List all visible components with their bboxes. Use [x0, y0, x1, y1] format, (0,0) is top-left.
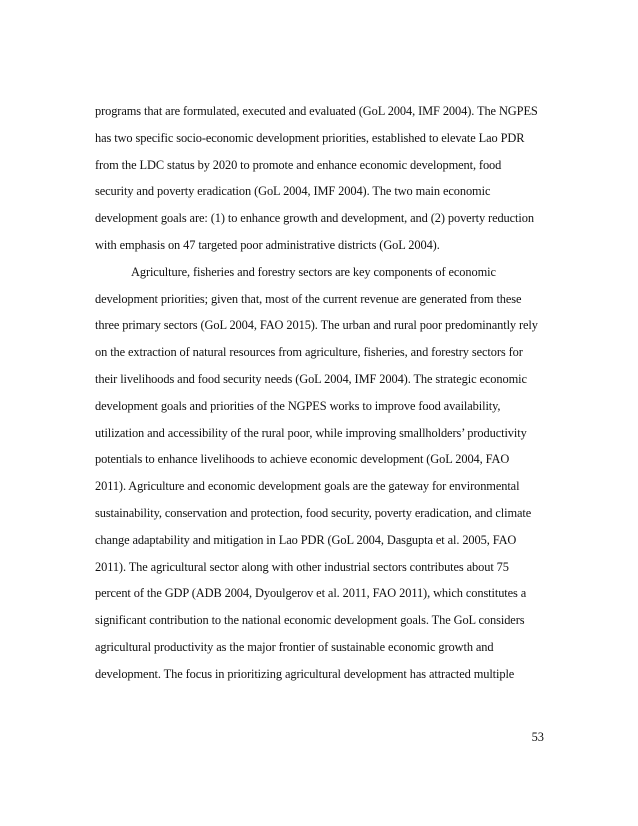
text-line: development goals and priorities of the NGPES works to improve food availability, — [95, 398, 501, 413]
text-line: on the extraction of natural resources from agriculture, fisheries, and forestry sectors for — [95, 345, 523, 360]
text-line: utilization and accessibility of the rural poor, while improving smallholders’ productivity — [95, 425, 527, 440]
text-line: with emphasis on 47 targeted poor administrative districts (GoL 2004). — [95, 237, 440, 252]
text-line: from the LDC status by 2020 to promote and enhance economic development, food — [95, 157, 502, 172]
text-line: 2011). The agricultural sector along with other industrial sectors contributes about 75 — [95, 559, 509, 574]
text-line: significant contribution to the national economic development goals. The GoL considers — [95, 613, 525, 628]
text-line: 2011). Agriculture and economic development goals are the gateway for environmental — [95, 479, 520, 494]
text-line: development goals are: (1) to enhance growth and development, and (2) poverty reduction — [95, 211, 534, 226]
text-line: three primary sectors (GoL 2004, FAO 2015). The urban and rural poor predominantly rely — [95, 318, 538, 333]
body-text — [95, 101, 565, 691]
page-number: 53 — [531, 730, 544, 744]
text-line: their livelihoods and food security needs (GoL 2004, IMF 2004). The strategic economic — [95, 371, 527, 386]
text-line: security and poverty eradication (GoL 2004, IMF 2004). The two main economic — [95, 184, 491, 199]
text-line: change adaptability and mitigation in Lao PDR (GoL 2004, Dasgupta et al. 2005, FAO — [95, 532, 517, 547]
text-line: potentials to enhance livelihoods to achieve economic development (GoL 2004, FAO — [95, 452, 510, 467]
text-line: development priorities; given that, most of the current revenue are generated from these — [95, 291, 522, 306]
text-line: has two specific socio-economic development priorities, established to elevate Lao PDR — [95, 130, 525, 145]
text-line: Agriculture, fisheries and forestry sectors are key components of economic — [131, 264, 496, 279]
text-line: percent of the GDP (ADB 2004, Dyoulgerov et al. 2011, FAO 2011), which constitutes a — [95, 586, 527, 601]
text-line: sustainability, conservation and protection, food security, poverty eradication, and climate — [95, 505, 532, 520]
text-line: agricultural productivity as the major frontier of sustainable economic growth and — [95, 639, 494, 654]
text-line: programs that are formulated, executed and evaluated (GoL 2004, IMF 2004). The NGPES — [95, 104, 538, 118]
text-line: development. The focus in prioritizing agricultural development has attracted multiple — [95, 666, 515, 681]
